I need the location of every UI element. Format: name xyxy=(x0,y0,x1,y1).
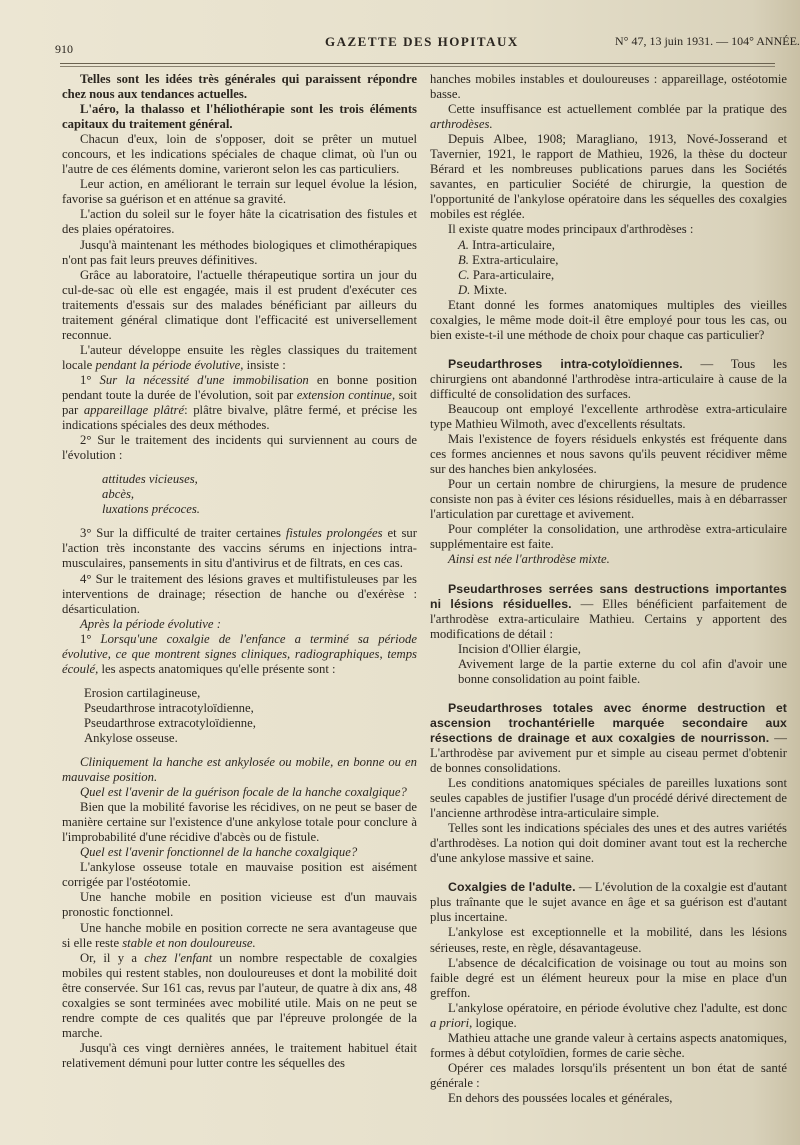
text-run: insiste : xyxy=(243,357,286,372)
paragraph: Depuis Albee, 1908; Maragliano, 1913, Nové-Josserand et Tavernier, 1921, le rapport de Mathieu, 1926, la thèse du docteur Bérard et les nombreuses publications parues dans les Sociétés savantes, en particulier Société de chirurgie, la question de l'opportunité de l'ankylose opératoire dans les séquelles des coxalgies mobiles est réglée. xyxy=(430,132,787,222)
paragraph: Grâce au laboratoire, l'actuelle thérapeutique sortira un jour du cul-de-sac où elle est engagée, mais il est prudent d'exécuter ces traitements d'essais sur des malades bénéficiant par ailleurs du traitement général climatique dont l'efficacité est universellement reconnue. xyxy=(62,267,417,342)
text-run: — Tous les chirurgiens ont abandonné l'arthrodèse intra-articulaire à cause de la difficulté de consolidation des surfaces. xyxy=(430,356,788,401)
right-column xyxy=(430,72,787,1106)
emphasis: extension continue xyxy=(296,387,392,402)
text-run: Or, il y a xyxy=(80,950,145,965)
paragraph: L'ankylose osseuse totale en mauvaise position est aisément corrigée par l'ostéotomie. xyxy=(62,860,417,890)
list-item: Pseudarthrose intracotyloïdienne, xyxy=(84,700,254,715)
section-heading: Pseudarthroses serrées sans destructions importantes ni lésions résiduelles. xyxy=(430,581,787,611)
list-item xyxy=(458,268,787,283)
list-item xyxy=(458,238,787,253)
header-rule xyxy=(60,63,775,64)
paragraph: Cliniquement la hanche est ankylosée ou mobile, en bonne ou en mauvaise position. xyxy=(62,755,417,785)
text-run: — L'évolution de la coxalgie est d'autant plus traînante que le sujet avance en âge et sa guérison est d'autant plus incertaine. xyxy=(430,880,787,925)
left-column xyxy=(62,72,417,1071)
text-run: 1° xyxy=(80,372,100,387)
header-rule-secondary xyxy=(60,66,775,67)
journal-title: GAZETTE DES HOPITAUX xyxy=(325,34,519,49)
list-item: Avivement large de la partie externe du col afin d'avoir une bonne consolidation au point faible. xyxy=(458,656,787,686)
paragraph xyxy=(62,951,417,1041)
emphasis: chez l'enfant xyxy=(144,950,213,965)
paragraph: En dehors des poussées locales et générales, xyxy=(448,1091,673,1105)
text-run: L'auteur développe ensuite les règles classiques du traitement locale xyxy=(62,342,417,372)
emphasis: arthrodèses. xyxy=(430,117,493,132)
paragraph: Pour un certain nombre de chirurgiens, la mesure de prudence consiste non pas à éviter ces lésions résiduelles, mais à en débarrasser l'articulation par curettage et avivement. xyxy=(430,477,787,522)
paragraph xyxy=(62,921,417,951)
list-letter: C. xyxy=(458,267,470,282)
paragraph: Jusqu'à maintenant les méthodes biologiques et climothérapiques n'ont pas fait leurs preuves définitives. xyxy=(62,237,417,267)
list-item: Incision d'Ollier élargie, xyxy=(458,641,581,656)
section-heading: Pseudarthroses totales avec énorme destruction et ascension trochantérielle marquée secondaire aux résections de drainage et aux coxalgies de nourrisson. xyxy=(430,700,787,745)
text-run: L'ankylose opératoire, en période évolutive chez l'adulte, est donc xyxy=(448,1000,787,1015)
list-item xyxy=(458,253,787,268)
list-letter: A. xyxy=(458,237,469,252)
list-label: Para-articulaire, xyxy=(472,267,555,282)
list-label: Intra-articulaire, xyxy=(472,237,555,252)
paragraph: Opérer ces malades lorsqu'ils présentent un bon état de santé générale : xyxy=(430,1060,787,1090)
list-item: Pseudarthrose extracotyloïdienne, xyxy=(84,715,256,730)
section-paragraph xyxy=(430,582,787,642)
list-item xyxy=(458,283,787,298)
text-run: et sur l'action très inconstante des vaccins sérums en injections intra-musculaires, pansements in situ d'antivirus et de filtrats, en ces cas. xyxy=(62,526,417,571)
issue-info: N° 47, 13 juin 1931. — 104° ANNÉE. xyxy=(615,34,800,48)
page-header xyxy=(55,34,800,56)
paragraph: 4° Sur le traitement des lésions graves et multifistuleuses par les interventions de drainage; résection de hanche ou d'exérèse : désarticulation. xyxy=(62,571,417,616)
paragraph: Une hanche mobile en position vicieuse est d'un mauvais pronostic fonctionnel. xyxy=(62,890,417,920)
emphasis: Sur la nécessité d'une immobilisation xyxy=(99,372,309,387)
text-run: , soit par xyxy=(62,387,417,418)
list-item: attitudes vicieuses, xyxy=(102,472,198,487)
list-item: Erosion cartilagineuse, xyxy=(84,685,201,700)
list-letter: B. xyxy=(458,252,469,267)
list-item: Ankylose osseuse. xyxy=(84,730,178,745)
list-letter: D. xyxy=(458,282,471,297)
paragraph: Pour compléter la consolidation, une arthrodèse extra-articulaire supplémentaire est faite. xyxy=(430,522,787,552)
paragraph: Jusqu'à ces vingt dernières années, le traitement habituel était relativement démuni pour lutter contre les séquelles des xyxy=(62,1040,417,1070)
paragraph xyxy=(62,373,417,433)
paragraph: Les conditions anatomiques spéciales de pareilles luxations sont seules capables de justifier l'usage d'un procédé dérivé directement de l'ancienne arthrodèse intra-articulaire simple. xyxy=(430,776,787,821)
list-label: Extra-articulaire, xyxy=(472,252,559,267)
section-paragraph xyxy=(430,880,787,925)
paragraph: 2° Sur le traitement des incidents qui surviennent au cours de l'évolution : xyxy=(62,433,417,463)
text-run: : plâtre bivalve, plâtre fermé, et précise les indications spéciales des deux méthodes. xyxy=(62,403,418,433)
paragraph xyxy=(430,1001,787,1031)
paragraph: hanches mobiles instables et douloureuses : appareillage, ostéotomie basse. xyxy=(430,72,787,102)
text-run: , logique. xyxy=(469,1015,517,1030)
paragraph: Chacun d'eux, loin de s'opposer, doit se prêter un mutuel concours, et les indications spéciales de chaque climat, où l'un ou l'autre de ces éléments domine, varieront selon les cas particuliers. xyxy=(62,132,417,177)
paragraph: Etant donné les formes anatomiques multiples des vieilles coxalgies, le même mode doit-il être employé pour tous les cas, ou bien existe-t-il une méthode de choix pour chaque cas particulier? xyxy=(430,297,787,342)
emphasis: a priori xyxy=(430,1015,470,1030)
text-run: en bonne position pendant toute la durée de l'évolution, soit par xyxy=(62,372,417,402)
paragraph: Mais l'existence de foyers résiduels enkystés est fréquente dans ces formes anciennes et nous savons qu'ils peuvent récidiver même sur des hanches bien ankylosées. xyxy=(430,432,787,477)
paragraph: Mathieu attache une grande valeur à certains aspects anatomiques, formes à début cotyloïdien, formes de carie sèche. xyxy=(430,1030,787,1060)
paragraph: L'aéro, la thalasso et l'héliothérapie sont les trois éléments capitaux du traitement général. xyxy=(62,102,417,132)
paragraph: Quel est l'avenir fonctionnel de la hanche coxalgique? xyxy=(80,845,358,860)
text-run: 1° xyxy=(80,631,101,646)
list-label: Mixte. xyxy=(473,282,507,297)
text-run: — L'arthrodèse par avivement pur et simple au ciseau permet d'obtenir de bonnes consolidations. xyxy=(430,730,787,776)
paragraph xyxy=(430,102,787,132)
paragraph: Quel est l'avenir de la guérison focale de la hanche coxalgique? xyxy=(80,785,407,800)
subheading: Après la période évolutive : xyxy=(80,616,221,631)
section-heading: Coxalgies de l'adulte. xyxy=(448,880,576,895)
paragraph xyxy=(62,343,417,373)
emphasis: Lorsqu'une coxalgie de l'enfance a terminé sa période évolutive, ce que montrent signes cliniques, radiographiques, temps écoulé, xyxy=(62,631,417,676)
list-item: luxations précoces. xyxy=(102,502,200,517)
text-run: Cette insuffisance est actuellement comblée par la pratique des xyxy=(448,102,787,117)
paragraph: Il existe quatre modes principaux d'arthrodèses : xyxy=(448,222,694,237)
paragraph xyxy=(62,632,417,677)
paragraph: Telles sont les idées très générales qui paraissent répondre chez nous aux tendances actuelles. xyxy=(62,72,417,102)
emphasis: appareillage plâtré xyxy=(83,403,185,418)
page-number: 910 xyxy=(55,42,73,56)
emphasis: stable et non douloureuse. xyxy=(122,935,256,950)
paragraph: Ainsi est née l'arthrodèse mixte. xyxy=(448,552,610,567)
paragraph: L'absence de décalcification de voisinage ou tout au moins son faible degré est un élément heureux pour la mise en place d'un greffon. xyxy=(430,955,787,1000)
paragraph: Telles sont les indications spéciales des unes et des autres variétés d'arthrodèses. La notion qui doit dominer avant tout est la recherche d'une ankylose massive et saine. xyxy=(430,821,787,866)
text-run: 3° Sur la difficulté de traiter certaines xyxy=(80,526,286,541)
section-paragraph xyxy=(430,701,787,776)
paragraph: Bien que la mobilité favorise les récidives, on ne peut se baser de manière certaine sur l'existence d'une ankylose totale pour conclure à l'improbabilité d'une récidive d'abcès ou de fistule. xyxy=(62,800,417,845)
paragraph xyxy=(62,526,417,571)
paragraph: Beaucoup ont employé l'excellente arthrodèse extra-articulaire type Mathieu Wilmoth, avec d'excellents résultats. xyxy=(430,401,787,432)
list-item: abcès, xyxy=(102,487,135,502)
paragraph: L'ankylose est exceptionnelle et la mobilité, dans les lésions sérieuses, reste, en règle, désavantageuse. xyxy=(430,925,787,955)
section-paragraph xyxy=(430,357,787,402)
emphasis: fistules prolongées xyxy=(285,526,383,541)
emphasis: pendant la période évolutive, xyxy=(95,357,244,372)
text-run: Une hanche mobile en position correcte ne sera avantageuse que si elle reste xyxy=(62,920,417,950)
paragraph: L'action du soleil sur le foyer hâte la cicatrisation des fistules et des plaies opératoires. xyxy=(62,207,417,237)
section-heading: Pseudarthroses intra-cotyloïdiennes. xyxy=(448,356,683,371)
text-run: un nombre respectable de coxalgies mobiles qui restent stables, non douloureuses et dont la mobilité doit être conservée. Sur 161 cas, revus par l'auteur, de quatre à dix ans, 48 coxalgies se sont terminées avec mobilité utile. Mais on ne peut se rendre compte de ces qualités que par l'épreuve prolongée de la marche. xyxy=(62,950,418,1040)
text-run: les aspects anatomiques qu'elle présente sont : xyxy=(98,661,336,676)
paragraph: Leur action, en améliorant le terrain sur lequel évolue la lésion, favorise sa guérison et en atténue sa gravité. xyxy=(62,177,417,207)
text-run: — Elles bénéficient parfaitement de l'arthrodèse extra-articulaire Mathieu. Certains y apportent des modifications de détail : xyxy=(430,596,787,641)
